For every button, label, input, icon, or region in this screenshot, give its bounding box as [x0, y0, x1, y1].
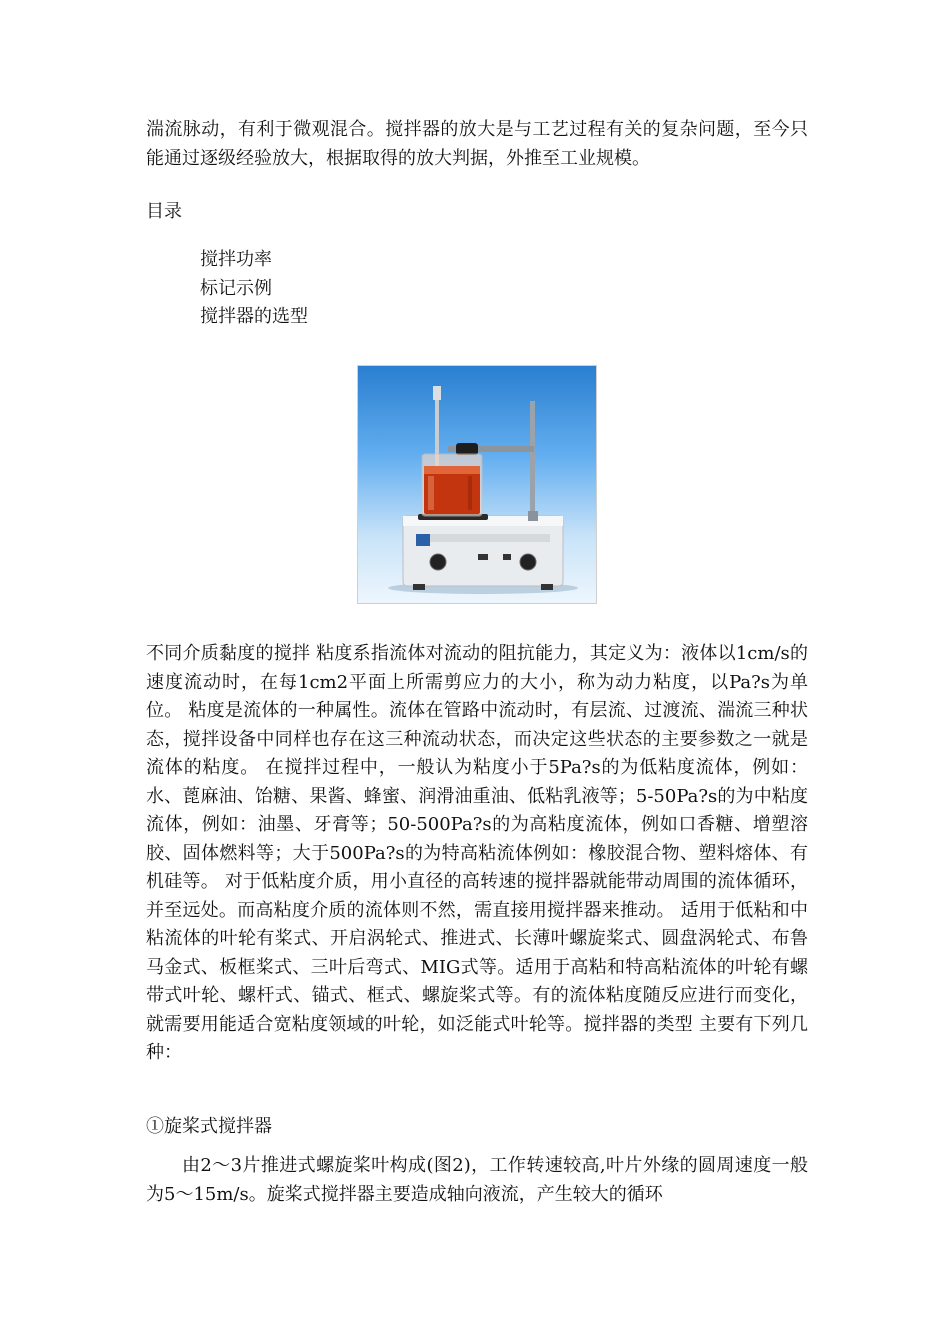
toc-heading: 目录	[146, 201, 182, 222]
viscosity-paragraph: 不同介质黏度的搅拌 粘度系指流体对流动的阻抗能力，其定义为：液体以1cm/s的速度流动时，在每1cm2平面上所需剪应力的大小，称为动力粘度，以Pa?s为单位。 粘度是流体的一种属性。流体在管路中流动时，有层流、过渡流、湍流三种状态，搅拌设备中同样也存在这三种流动状态，而决定这些状态的主要参数之一就是流体的粘度。 在搅拌过程中，一般认为粘度小于5Pa?s的为低粘度流体，例如：水、蓖麻油、饴糖、果酱、蜂蜜、润滑油重油、低粘乳液等；5-50Pa?s的为中粘度流体，例如：油墨、牙膏等；50-500Pa?s的为高粘度流体，例如口香糖、增塑溶胶、固体燃料等；大于500Pa?s的为特高粘流体例如：橡胶混合物、塑料熔体、有机硅等。 对于低粘度介质，用小直径的高转速的搅拌器就能带动周围的流体循环，并至远处。而高粘度介质的流体则不然，需直接用搅拌器来推动。 适用于低粘和中粘流体的叶轮有桨式、开启涡轮式、推进式、长薄叶螺旋桨式、圆盘涡轮式、布鲁马金式、板框桨式、三叶后弯式、MIG式等。适用于高粘和特高粘流体的叶轮有螺带式叶轮、螺杆式、锚式、框式、螺旋桨式等。有的流体粘度随反应进行而变化，就需要用能适合宽粘度领域的叶轮，如泛能式叶轮等。搅拌器的类型 主要有下列几种：	[146, 643, 808, 1063]
toc-item-stirring-power[interactable]: 搅拌功率	[200, 249, 272, 270]
intro-paragraph: 湍流脉动，有利于微观混合。搅拌器的放大是与工艺过程有关的复杂问题，至今只能通过逐级经验放大，根据取得的放大判据，外推至工业规模。	[146, 119, 808, 169]
section-heading-propeller-stirrer: ①旋桨式搅拌器	[146, 1116, 272, 1137]
toc-list	[200, 246, 308, 332]
stirrer-illustration	[358, 366, 597, 604]
magnetic-stirrer-photo	[357, 365, 597, 604]
propeller-paragraph: 由2～3片推进式螺旋桨叶构成(图2)，工作转速较高,叶片外缘的圆周速度一般为5～15m/s。旋桨式搅拌器主要造成轴向液流，产生较大的循环	[146, 1155, 808, 1205]
toc-item-stirrer-selection[interactable]: 搅拌器的选型	[200, 306, 308, 327]
toc-item-marking-example[interactable]: 标记示例	[200, 277, 272, 299]
